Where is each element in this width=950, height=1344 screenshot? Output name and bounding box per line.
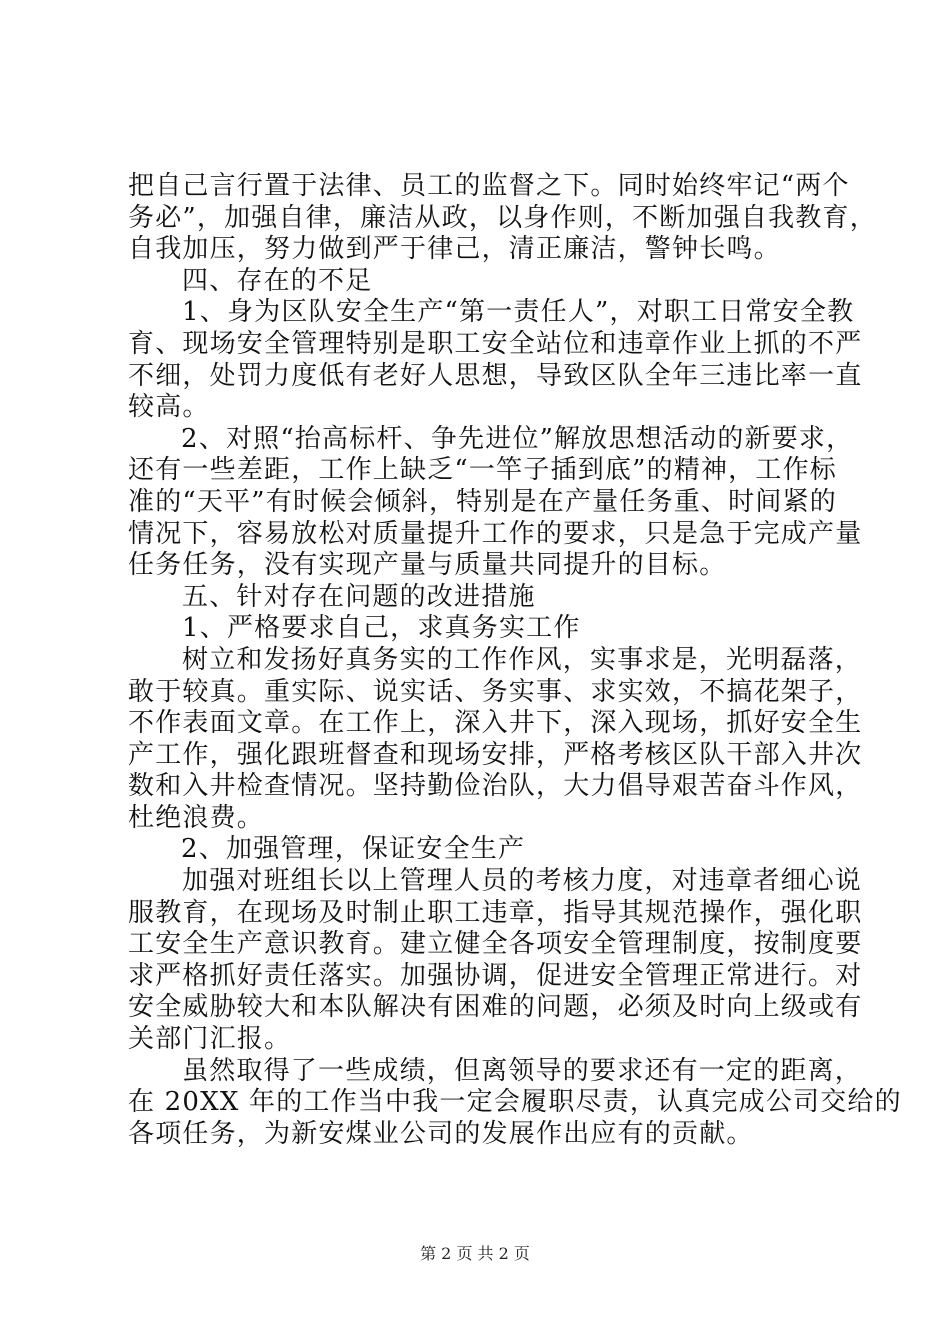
document-body [128,171,902,1150]
text-line: 务必”，加强自律，廉洁从政，以身作则，不断加强自我教育， [128,202,877,233]
text-line: 服教育，在现场及时制止职工违章，指导其规范操作，强化职 [128,897,863,928]
text-line: 五、针对存在问题的改进措施 [182,581,536,612]
text-line: 准的“天平”有时候会倾斜，特别是在产量任务重、时间紧的 [128,486,837,517]
text-line: 把自己言行置于法律、员工的监督之下。同时始终牢记“两个 [128,171,850,201]
text-line: 各项任务，为新安煤业公司的发展作出应有的贡献。 [128,1118,754,1149]
text-line: 安全威胁较大和本队解决有困难的问题，必须及时向上级或有 [128,992,863,1023]
text-line: 虽然取得了一些成绩，但离领导的要求还有一定的距离， [182,1055,863,1086]
text-line: 加强对班组长以上管理人员的考核力度，对违章者细心说 [182,866,863,897]
text-line: 不作表面文章。在工作上，深入井下，深入现场，抓好安全生 [128,708,863,739]
text-line: 关部门汇报。 [128,1024,292,1055]
text-line: 在 20XX 年的工作当中我一定会履职尽责，认真完成公司交给的 [128,1087,902,1118]
text-line: 1、严格要求自己，求真务实工作 [182,613,581,644]
text-line: 数和入井检查情况。坚持勤俭治队，大力倡导艰苦奋斗作风， [128,771,863,802]
text-line: 情况下，容易放松对质量提升工作的要求，只是急于完成产量 [128,518,863,549]
text-line: 求严格抓好责任落实。加强协调，促进安全管理正常进行。对 [128,960,863,991]
text-line: 1、身为区队安全生产“第一责任人”，对职工日常安全教 [182,297,855,328]
text-line: 任务任务，没有实现产量与质量共同提升的目标。 [128,550,727,581]
text-line: 育、现场安全管理特别是职工安全站位和违章作业上抓的不严 [128,328,863,359]
text-line: 树立和发扬好真务实的工作作风，实事求是，光明磊落， [182,644,863,675]
text-line: 较高。 [128,392,210,423]
text-line: 四、存在的不足 [182,265,373,296]
text-line: 2、对照“抬高标杆、争先进位”解放思想活动的新要求， [181,423,854,454]
text-line: 自我加压，努力做到严于律己，清正廉洁，警钟长鸣。 [128,234,781,265]
text-line: 敢于较真。重实际、说实话、务实事、求实效，不搞花架子， [128,676,863,707]
text-line: 2、加强管理，保证安全生产 [181,834,526,865]
text-line: 杜绝浪费。 [128,802,265,833]
text-line: 不细，处罚力度低有老好人思想，导致区队全年三违比率一直 [128,360,863,391]
text-line: 工安全生产意识教育。建立健全各项安全管理制度，按制度要 [128,929,863,960]
page-footer: 第 2 页 共 2 页 [420,1244,530,1263]
text-line: 还有一些差距，工作上缺乏“一竿子插到底”的精神，工作标 [128,455,837,486]
text-line: 产工作，强化跟班督查和现场安排，严格考核区队干部入井次 [128,739,863,770]
